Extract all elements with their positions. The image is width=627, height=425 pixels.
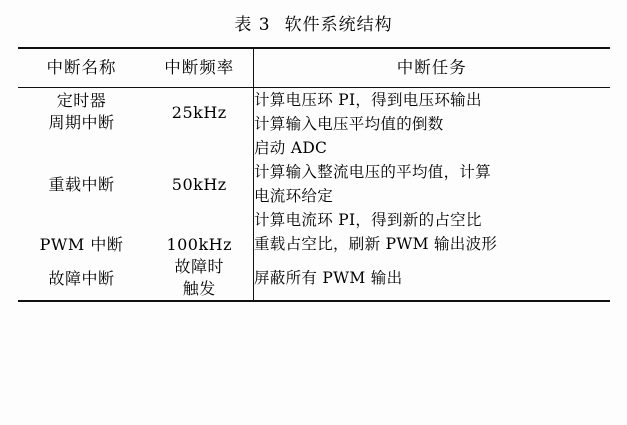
task-line: 屏蔽所有 PWM 输出 bbox=[254, 269, 403, 287]
row-frequency-fault bbox=[146, 256, 254, 301]
table-row bbox=[18, 256, 610, 301]
row-task-reload bbox=[254, 136, 610, 232]
row-frequency-timer: 25kHz bbox=[171, 102, 227, 122]
task-line: 电流环给定 bbox=[254, 187, 334, 205]
row-name-reload: 重载中断 bbox=[48, 174, 115, 194]
row-frequency-reload: 50kHz bbox=[171, 174, 227, 194]
task-line: 重载占空比，刷新 PWM 输出波形 bbox=[254, 235, 498, 253]
task-line: 计算电压环 PI，得到电压环输出 bbox=[254, 91, 482, 109]
table-caption bbox=[0, 0, 627, 47]
row-frequency-line: 故障时 bbox=[174, 257, 224, 276]
row-name-line: 周期中断 bbox=[48, 113, 115, 132]
table-header-row bbox=[18, 48, 610, 88]
row-task-pwm bbox=[254, 232, 610, 256]
row-frequency-pwm: 100kHz bbox=[166, 234, 233, 254]
header-cell-name: 中断名称 bbox=[18, 48, 146, 88]
task-line: 计算输入电压平均值的倒数 bbox=[254, 115, 444, 133]
table-row bbox=[18, 232, 610, 256]
row-name-pwm: PWM 中断 bbox=[39, 234, 124, 254]
task-line: 计算输入整流电压的平均值，计算 bbox=[254, 163, 492, 181]
header-cell-frequency: 中断频率 bbox=[146, 48, 254, 88]
task-line: 计算电流环 PI，得到新的占空比 bbox=[254, 211, 482, 229]
row-frequency-line: 触发 bbox=[182, 279, 216, 298]
task-line: 启动 ADC bbox=[254, 139, 328, 157]
row-name-timer bbox=[18, 88, 146, 137]
software-system-structure-table bbox=[18, 47, 610, 302]
row-task-timer bbox=[254, 88, 610, 137]
header-cell-task: 中断任务 bbox=[254, 48, 610, 88]
row-task-fault bbox=[254, 256, 610, 301]
row-name-fault: 故障中断 bbox=[18, 256, 146, 301]
caption-title: 软件系统结构 bbox=[284, 15, 393, 35]
table-row bbox=[18, 88, 610, 137]
table-row bbox=[18, 136, 610, 232]
caption-label: 表 3 bbox=[234, 15, 271, 35]
row-name-line: 定时器 bbox=[56, 91, 107, 110]
